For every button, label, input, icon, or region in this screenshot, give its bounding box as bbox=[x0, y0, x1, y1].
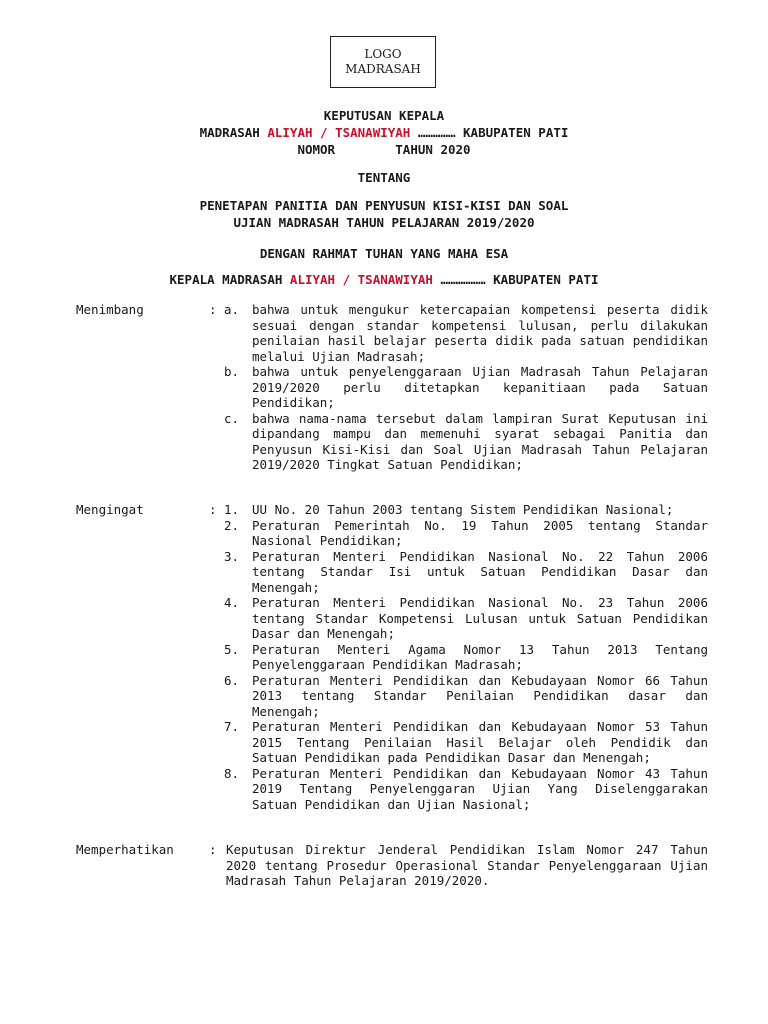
kepala-type: ALIYAH / TSANAWIYAH bbox=[289, 272, 433, 287]
list-item bbox=[224, 302, 708, 364]
item-marker: 8. bbox=[224, 765, 240, 781]
list-item bbox=[224, 518, 708, 549]
list-item bbox=[224, 502, 708, 518]
document-header bbox=[0, 107, 768, 288]
decree-number: NOMOR TAHUN 2020 bbox=[297, 142, 471, 157]
item-text: Peraturan Menteri Pendidikan Nasional No. 23 Tahun 2006 tentang Standar Kompetensi Lulusan untuk Satuan Pendidikan Dasar dan Menengah; bbox=[252, 595, 708, 641]
item-marker: 2. bbox=[224, 517, 240, 533]
madrasah-type: ALIYAH / TSANAWIYAH bbox=[267, 125, 411, 140]
madrasah-dots: …………… bbox=[410, 125, 464, 140]
menimbang-label: Menimbang bbox=[76, 302, 144, 317]
item-marker: 6. bbox=[224, 672, 240, 688]
item-marker: c. bbox=[224, 410, 240, 426]
list-item bbox=[224, 673, 708, 720]
list-item bbox=[224, 766, 708, 813]
item-text: Peraturan Menteri Pendidikan dan Kebudayaan Nomor 53 Tahun 2015 Tentang Penilaian Hasil Belajar oleh Pendidik dan Satuan Pendidikan pada Pendidikan Dasar dan Menengah; bbox=[252, 719, 708, 765]
item-marker: 5. bbox=[224, 641, 240, 657]
subject-line-1: PENETAPAN PANITIA DAN PENYUSUN KISI-KISI DAN SOAL bbox=[199, 198, 569, 213]
madrasah-line bbox=[0, 124, 768, 141]
item-marker: 3. bbox=[224, 548, 240, 564]
item-text: bahwa untuk penyelenggaraan Ujian Madrasah Tahun Pelajaran 2019/2020 perlu ditetapkan kepanitiaan pada Satuan Pendidikan; bbox=[252, 364, 708, 410]
memperhatikan-text: Keputusan Direktur Jenderal Pendidikan Islam Nomor 247 Tahun 2020 tentang Prosedur Operasional Standar Penyelenggaraan Ujian Madrasah Tahun Pelajaran 2019/2020. bbox=[226, 842, 708, 888]
item-text: bahwa nama-nama tersebut dalam lampiran Surat Keputusan ini dipandang mampu dan memenuhi syarat sebagai Panitia dan Penyusun Kisi-Kisi dan Soal Ujian Madrasah Tahun Pelajaran 2019/2020 Tingkat Satuan Pendidikan; bbox=[252, 410, 708, 472]
item-marker: 7. bbox=[224, 719, 240, 734]
memperhatikan-label: Memperhatikan bbox=[76, 842, 174, 857]
kepala-line bbox=[0, 271, 768, 288]
item-text: Peraturan Menteri Pendidikan dan Kebudayaan Nomor 66 Tahun 2013 tentang Standar Penilaian Pendidikan dasar dan Menengah; bbox=[252, 672, 708, 719]
list-item bbox=[224, 364, 708, 411]
item-text: Peraturan Menteri Pendidikan dan Kebudayaan Nomor 43 Tahun 2019 Tentang Penyelenggaran Ujian Yang Diselenggarakan Satuan Pendidikan dan Ujian Nasional; bbox=[252, 765, 708, 812]
logo-placeholder bbox=[330, 36, 436, 88]
item-text: UU No. 20 Tahun 2003 tentang Sistem Pendidikan Nasional; bbox=[252, 502, 674, 517]
item-text: Peraturan Pemerintah No. 19 Tahun 2005 tentang Standar Nasional Pendidikan; bbox=[252, 517, 708, 548]
logo-line-1: LOGO bbox=[364, 47, 402, 61]
list-item bbox=[224, 642, 708, 673]
kepala-dots: ……………… bbox=[432, 272, 494, 287]
item-text: Peraturan Menteri Agama Nomor 13 Tahun 2013 Tentang Penyelenggaraan Pendidikan Madrasah; bbox=[252, 641, 708, 672]
item-marker: 4. bbox=[224, 595, 240, 610]
list-item bbox=[224, 411, 708, 473]
mengingat-label: Mengingat bbox=[76, 502, 144, 517]
item-marker: 1. bbox=[224, 502, 240, 517]
item-text: bahwa untuk mengukur ketercapaian kompetensi peserta didik sesuai dengan standar kompetensi lulusan, perlu dilakukan penilaian hasil belajar peserta didik pada satuan pendidikan melalui Ujian Madrasah; bbox=[252, 302, 708, 364]
kepala-prefix: KEPALA MADRASAH bbox=[169, 272, 290, 287]
logo-line-2: MADRASAH bbox=[345, 62, 421, 76]
kabupaten: KABUPATEN PATI bbox=[463, 125, 569, 140]
tentang-heading: TENTANG bbox=[357, 170, 411, 185]
madrasah-prefix: MADRASAH bbox=[199, 125, 268, 140]
menimbang-colon: : bbox=[209, 302, 217, 317]
list-item bbox=[224, 549, 708, 596]
item-marker: a. bbox=[224, 302, 240, 317]
item-marker: b. bbox=[224, 364, 240, 379]
list-item bbox=[224, 595, 708, 642]
rahmat-line: DENGAN RAHMAT TUHAN YANG MAHA ESA bbox=[259, 246, 509, 261]
item-text: Peraturan Menteri Pendidikan Nasional No. 22 Tahun 2006 tentang Standar Isi untuk Satuan Pendidikan Dasar dan Menengah; bbox=[252, 548, 708, 595]
memperhatikan-colon: : bbox=[209, 842, 217, 857]
mengingat-colon: : bbox=[209, 502, 217, 517]
list-item bbox=[224, 719, 708, 766]
decree-title: KEPUTUSAN KEPALA bbox=[323, 108, 445, 123]
kepala-kabupaten: KABUPATEN PATI bbox=[493, 272, 599, 287]
subject-line-2: UJIAN MADRASAH TAHUN PELAJARAN 2019/2020 bbox=[233, 215, 535, 230]
